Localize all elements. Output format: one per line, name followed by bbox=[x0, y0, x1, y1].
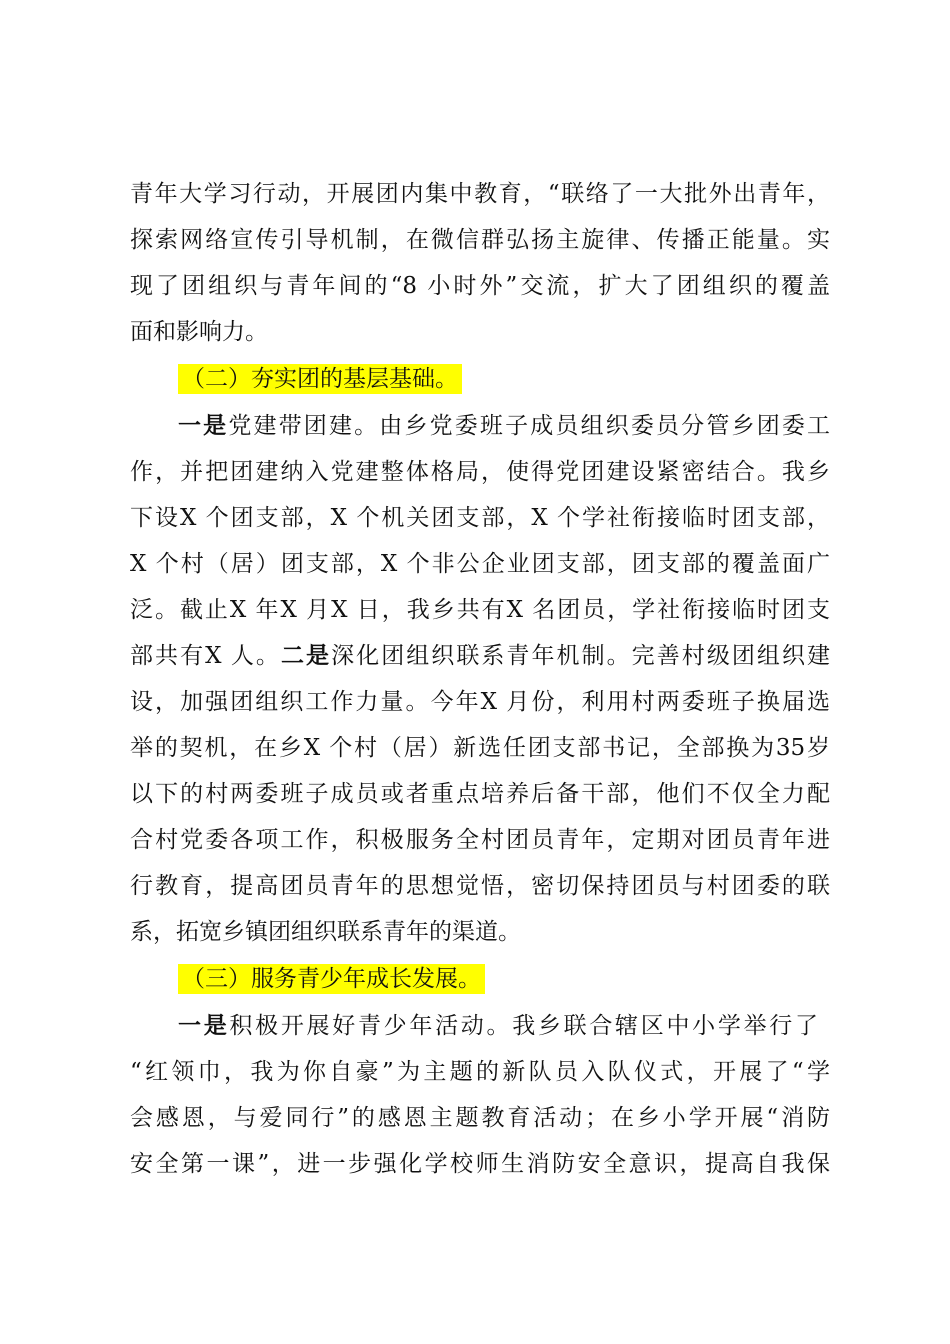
paragraph-line: X 个村（居）团支部，X 个非公企业团支部，团支部的覆盖面广 bbox=[130, 551, 830, 577]
paragraph-line: 以下的村两委班子成员或者重点培养后备干部，他们不仅全力配 bbox=[130, 781, 830, 807]
bold-lead-text: 一是 bbox=[178, 1012, 230, 1039]
paragraph-line: 系，拓宽乡镇团组织联系青年的渠道。 bbox=[130, 919, 521, 945]
paragraph-line: 作，并把团建纳入党建整体格局，使得党团建设紧密结合。我乡 bbox=[130, 459, 830, 485]
paragraph-text: 积极开展好青少年活动。我乡联合辖区中小学举行了 bbox=[229, 1013, 818, 1039]
section-heading-2 bbox=[178, 356, 462, 402]
bold-lead-text: 二是 bbox=[280, 642, 332, 669]
paragraph-line: 合村党委各项工作，积极服务全村团员青年，定期对团员青年进 bbox=[130, 827, 830, 853]
paragraph-line: 面和影响力。 bbox=[130, 319, 268, 345]
paragraph-line bbox=[130, 633, 830, 679]
paragraph-line: 青年大学习行动，开展团内集中教育，“联络了一大批外出青年， bbox=[130, 181, 830, 207]
paragraph-text: 深化团组织联系青年机制。完善村级团组织建 bbox=[331, 643, 830, 669]
paragraph-line bbox=[178, 1003, 818, 1049]
section-heading-3 bbox=[178, 956, 485, 1002]
paragraph-line: 行教育，提高团员青年的思想觉悟，密切保持团员与村团委的联 bbox=[130, 873, 830, 899]
paragraph-line: 泛。截止X 年X 月X 日，我乡共有X 名团员，学社衔接临时团支 bbox=[130, 597, 830, 623]
paragraph-line: 设，加强团组织工作力量。今年X 月份，利用村两委班子换届选 bbox=[130, 689, 830, 715]
paragraph-line: 下设X 个团支部，X 个机关团支部，X 个学社衔接临时团支部， bbox=[130, 505, 830, 531]
highlighted-heading-text: （三）服务青少年成长发展。 bbox=[178, 964, 485, 994]
paragraph-line: 举的契机，在乡X 个村（居）新选任团支部书记，全部换为35岁 bbox=[130, 735, 830, 761]
paragraph-line: 探索网络宣传引导机制，在微信群弘扬主旋律、传播正能量。实 bbox=[130, 227, 830, 253]
paragraph-text: 部共有X 人。 bbox=[130, 643, 281, 669]
paragraph-line: “红领巾，我为你自豪”为主题的新队员入队仪式，开展了“学 bbox=[130, 1059, 830, 1085]
paragraph-line: 安全第一课”，进一步强化学校师生消防安全意识，提高自我保 bbox=[130, 1151, 830, 1177]
paragraph-line: 会感恩，与爱同行”的感恩主题教育活动；在乡小学开展“消防 bbox=[130, 1105, 830, 1131]
bold-lead-text: 一是 bbox=[178, 412, 229, 439]
paragraph-line bbox=[178, 403, 830, 449]
paragraph-text: 党建带团建。由乡党委班子成员组织委员分管乡团委工 bbox=[228, 413, 830, 439]
highlighted-heading-text: （二）夯实团的基层基础。 bbox=[178, 364, 462, 394]
paragraph-line: 现了团组织与青年间的“8 小时外”交流，扩大了团组织的覆盖 bbox=[130, 273, 830, 299]
